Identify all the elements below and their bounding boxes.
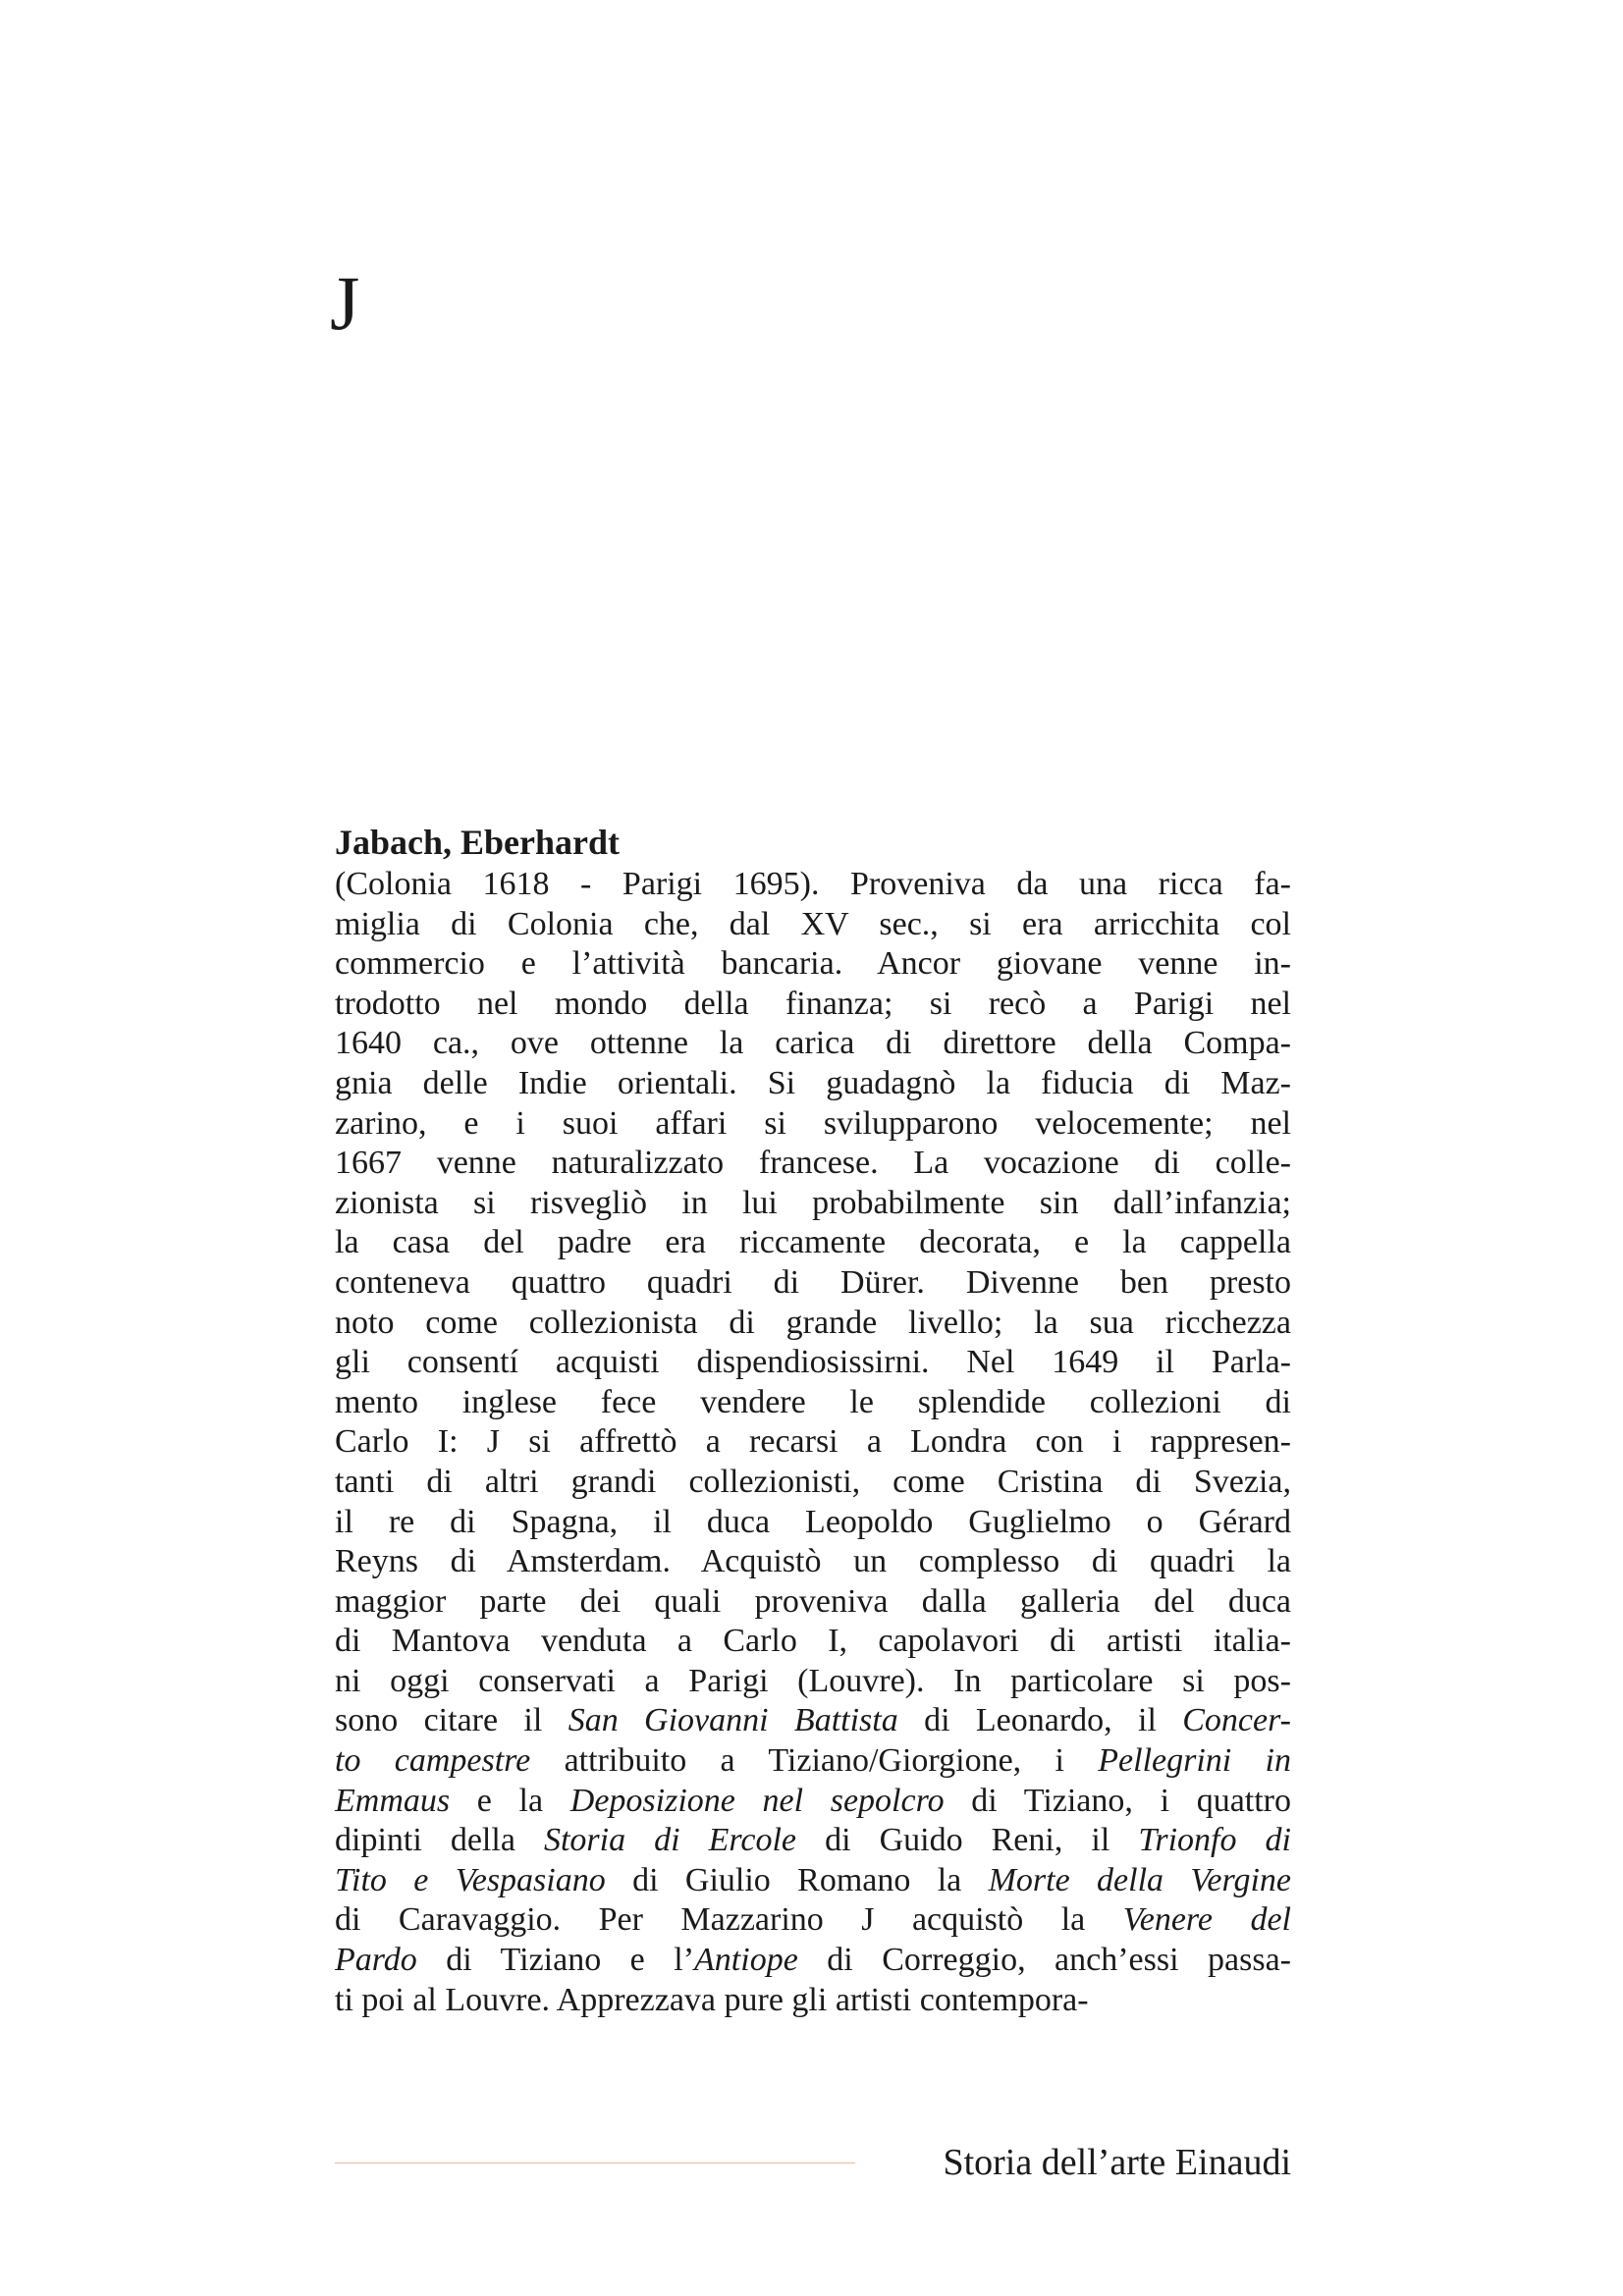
artwork-title: Deposizione nel sepolcro	[569, 1782, 945, 1819]
entry-line: commercio e l’attività bancaria. Ancor giovane venne in-	[335, 945, 1291, 983]
entry-line	[335, 1741, 1291, 1782]
entry-text-run: di Leonardo, il	[897, 1702, 1183, 1739]
entry-line: tanti di altri grandi collezionisti, come Cristina di Svezia,	[335, 1463, 1291, 1500]
entry-line: (Colonia 1618 - Parigi 1695). Proveniva da una ricca fa-	[335, 866, 1291, 902]
entry-text-run: di Guido Reni, il	[796, 1822, 1139, 1859]
entry-text-run: sono citare il	[335, 1702, 568, 1739]
artwork-title: Pellegrini in	[1098, 1742, 1292, 1780]
entry-text-run: di Tiziano e l’	[416, 1942, 695, 1979]
artwork-title: Tito e Vespasiano	[335, 1861, 606, 1898]
footer-title: Storia dell’arte Einaudi	[943, 2142, 1291, 2183]
entry-text-run: ti poi al Louvre. Apprezzava pure gli artisti contempora-	[335, 1981, 1089, 2018]
artwork-title: Morte della Vergine	[988, 1861, 1291, 1898]
artwork-title: Pardo	[335, 1942, 417, 1979]
entry-text-run: attribuito a Tiziano/Giorgione, i	[530, 1742, 1099, 1780]
artwork-title: Emmaus	[335, 1782, 451, 1819]
entry-line	[335, 1900, 1291, 1941]
entry-line: la casa del padre era riccamente decorata, e la cappella	[335, 1224, 1291, 1261]
entry-line: 1667 venne naturalizzato francese. La vocazione di colle-	[335, 1145, 1291, 1182]
entry-line: conteneva quattro quadri di Dürer. Divenne ben presto	[335, 1263, 1291, 1301]
entry-line: di Mantova venduta a Carlo I, capolavori di artisti italia-	[335, 1623, 1291, 1660]
artwork-title: Venere del	[1122, 1901, 1291, 1939]
entry-line	[335, 1821, 1291, 1861]
entry-line: noto come collezionista di grande livello; la sua ricchezza	[335, 1304, 1291, 1341]
entry-line: maggior parte dei quali proveniva dalla galleria del duca	[335, 1582, 1291, 1620]
entry-text-run: di Giulio Romano la	[605, 1861, 989, 1898]
artwork-title: Antiope	[694, 1942, 798, 1979]
entry-text-run: e la	[450, 1782, 570, 1819]
entry-line	[335, 1861, 1291, 1901]
artwork-title: to campestre	[335, 1742, 531, 1780]
entry-body	[335, 865, 1291, 2020]
encyclopedia-entry	[335, 821, 1291, 2020]
entry-line	[335, 1782, 1291, 1822]
entry-heading: Jabach, Eberhardt	[335, 823, 621, 862]
entry-line: gli consentí acquisti dispendiosissirni. Nel 1649 il Parla-	[335, 1344, 1291, 1381]
entry-line	[335, 1701, 1291, 1741]
entry-line: mento inglese fece vendere le splendide collezioni di	[335, 1383, 1291, 1420]
entry-line	[335, 1941, 1291, 1981]
entry-text-run: dipinti della	[335, 1822, 544, 1859]
entry-line	[335, 1981, 1291, 2021]
entry-line: miglia di Colonia che, dal XV sec., si era arricchita col	[335, 905, 1291, 942]
entry-line: Reyns di Amsterdam. Acquistò un complesso di quadri la	[335, 1543, 1291, 1580]
artwork-title: Concer-	[1182, 1702, 1291, 1739]
artwork-title: Trionfo di	[1138, 1822, 1292, 1859]
artwork-title: San Giovanni Battista	[568, 1702, 898, 1739]
entry-line: gnia delle Indie orientali. Si guadagnò la fiducia di Maz-	[335, 1064, 1291, 1101]
entry-text-run: di Caravaggio. Per Mazzarino J acquistò la	[335, 1901, 1123, 1939]
entry-line: ni oggi conservati a Parigi (Louvre). In particolare si pos-	[335, 1662, 1291, 1699]
entry-line: zarino, e i suoi affari si svilupparono velocemente; nel	[335, 1104, 1291, 1142]
section-letter: J	[330, 260, 360, 346]
entry-line: 1640 ca., ove ottenne la carica di direttore della Compa-	[335, 1025, 1291, 1062]
entry-text-run: di Correggio, anch’essi passa-	[797, 1942, 1292, 1979]
entry-line: zionista si risvegliò in lui probabilmente sin dall’infanzia;	[335, 1184, 1291, 1221]
page-footer	[335, 2138, 1291, 2187]
entry-line: Carlo I: J si affrettò a recarsi a Londra con i rappresen-	[335, 1423, 1291, 1461]
entry-text-run: di Tiziano, i quattro	[944, 1782, 1291, 1819]
entry-line: trodotto nel mondo della finanza; si recò a Parigi nel	[335, 985, 1291, 1022]
artwork-title: Storia di Ercole	[543, 1822, 797, 1859]
entry-line: il re di Spagna, il duca Leopoldo Guglielmo o Gérard	[335, 1503, 1291, 1540]
